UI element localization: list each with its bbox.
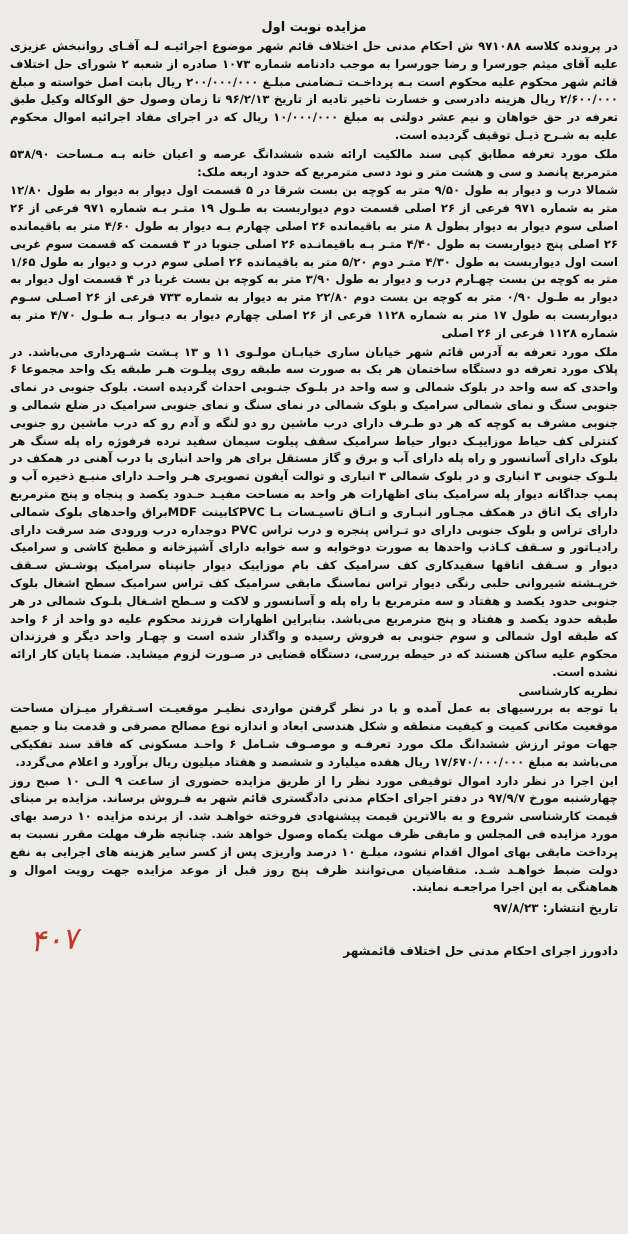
expert-opinion-heading: نظریه کارشناسی <box>518 683 618 698</box>
notice-footer <box>10 923 618 958</box>
boundaries-paragraph: شمالا درب و دیوار به طول ۹/۵۰ متر به کوچه بن بست شرقا در ۵ قسمت اول دیوار به دیوار به طول ۱۲/۸۰ متر به شماره ۹۷۱ فرعی از ۲۶ اصلی قسمت دوم دیواربست به طـول ۱۹ متـر بـه شماره ۹۷۱ فرعی از ۲۶ اصلی سوم دیوار به دیوار بطول ۸ متر به باقیمانده ۲۶ اصلی چهارم بـه دیوار به طول ۴/۶۰ متر به باقیمانده ۲۶ اصلی پنج دیواربست به طول ۴/۴۰ متـر بـه باقیمانـده ۲۶ اصلی جنوبا در ۳ قسمت که قسمت سوم غربی است اول دیواربست به طول ۴/۳۰ متـر دوم ۵/۲۰ متر به باقیمانده ۲۶ اصلی سوم درب و دیوار به طول ۱/۶۵ متر به کوچه بن بست چهـارم درب و دیوار به طول ۳/۹۰ متر به کوچه بن بست غربا در ۴ قسمت اول دیوار به دیوار به طـول ۰/۹۰ متر به کوچه بن بست دوم ۲۲/۸۰ متر به دیوار به شماره ۷۳۳ فرعی از ۲۶ اصـلی سـوم دیواربست به طول ۱۷ متر به شماره ۱۱۲۸ فرعی از ۲۶ اصلی چهارم دیوار به دیـوار بـه طـول ۴/۷۰ متر به شماره ۱۱۲۸ فرعی از ۲۶ اصلی <box>10 183 618 340</box>
handwritten-annotation: ۴۰۷ <box>28 921 80 960</box>
notice-title: مزایده نوبت اول <box>261 20 367 35</box>
case-intro-paragraph: در پرونده کلاسه ۹۷۱۰۸۸ ش احکام مدنی حل اختلاف قائم شهر موضوع اجرائیـه لـه آقـای روانبخش عزیزی علیه آقای میثم جورسرا و رضا جورسرا به موجب دادنامه شماره ۱۰۷۳ صادره از شعبه ۲ شورای حل اختلاف قائم شهر محکوم علیه محکوم است بـه پرداخـت تـضامنی مبلـغ ۲۰۰/۰۰۰/۰۰۰ ریال بابت اصل خواسته و مبلغ ۲/۶۰۰/۰۰۰ ریال هزینه دادرسی و خسارت تاخیر تادیه از تاریخ ۹۶/۲/۱۳ تا زمان وصول حق الوکاله وکیل طبق تعرفه در حق خواهان و نیم عشر دولتی به مبلغ ۱۰/۰۰۰/۰۰۰ ریال که در اجرای مفاد اجرائیه اموال محکوم علیه به شـرح ذیـل توقیف گردیده است. <box>10 39 618 142</box>
issuer-signature: دادورز اجرای احکام مدنی حل اختلاف قائمشهر <box>343 944 618 959</box>
auction-terms-paragraph: این اجرا در نظر دارد اموال توقیفی مورد نظر را از طریق مزایده حضوری از ساعت ۹ الـی ۱۰ صبح روز چهارشنبه مورخ ۹۷/۹/۷ در دفتر اجرای احکام مدنی دادگستری قائم شهر به فـروش برساند. مزایده بر مبنای قیمت کارشناسی شروع و به بالاترین قیمت پیشنهادی فروخته خواهـد شد. از برنده مزایده ۱۰ درصد بهای مورد مزایده فی المجلس و مابقی ظرف مهلت یکماه وصول خواهد شد. چنانچه ظرف مهلت مقرر نسبت به پرداخت مابقی بهای اموال اقدام نشود، مبلـغ ۱۰ درصد واریزی پس از کسر سایر هزینه های اجرایی به نفع دولت ضبط خواهـد شـد. متقاضیان می‌توانند ظرف پنج روز قبل از موعد مزایده جهت رویت اموال و هماهنگی به این اجرا مراجعـه نمایند. <box>10 773 619 895</box>
property-description-paragraph: ملک مورد تعرفه به آدرس قائم شهر خیابان ساری خیابـان مولـوی ۱۱ و ۱۳ پـشت شـهرداری می‌باشد. در پلاک مورد تعرفه دو دستگاه ساختمان هر یک به صورت سه طبقه روی پیلـوت هـر طبقه یک واحد مجموعا ۶ واحدی که سه واحد در بلوک شمالی و سه واحد در بلـوک جنـوبی احداث گردیده است. بلوک جنوبی در نمای جنوبی سنگ و نمای شمالی سرامیک و بلوک شمالی در نمای سنگ و نمای جنوبی سرامیک در ضلع شمالی و جنوبی مشرف به کوچه که هر دو طـرف دارای درب ماشین رو دو لنگه و آدم رو که درب ماشین رو جنوبی کنترلی کف حیاط موزاییـک دیوار حیاط سرامیک سقف پیلوت سیمان سفید نرده فرفوژه راه پله سنگ هر بلوک دارای آسانسور و راه پله دارای آب و برق و گاز مستقل برای هر واحد انباری با درب آهنی در همکف در بلـوک جنوبی ۳ انباری و در بلوک شمالی ۳ انباری و توالت آیفون تصویری هـر واحـد دارای منبـع ذخیره آب و پمپ جداگانه دیوار پله سرامیک بنای اظهارات هر واحد به مساحت مفیـد حـدود یکصد و پنجاه و پنج مترمربع دارای یک اتاق در همکف مجـاور انبـاری و اتـاق تاسیـسات بـا PVCکابینت MDFبراق واحدهای بلوک شمالی دارای تراس و بلوک جنوبی دارای دو تـراس پنجره و درب تراس PVC دوجداره درب ورودی ضد سرقت دارای رادیـاتور و سـقف کـاذب واحدها به صورت دوخوابه و سه خوابه دارای آشپزخانه و مطبخ کاشی و سرامیک دیوار و سـقف اتاقها سفیدکاری کف سرامیک کف بام موزاییک دیوار جانپناه سرامیک پوشـش سـقف خرپـشته شیروانی حلبی رنگی دیوار تراس نماسنگ مابقی سرامیک کف تراس سرامیک سطح اشغال بلوک جنوبی حدود یکصد و هفتاد و سه مترمربع با راه پله و آسانسور و لاکت و سـطح اشـغال بلـوک شمالی در هر طبقه حدود یکصد و هفتاد و پنج مترمربع می‌باشد. بنابراین اظهارات فرزند محکوم علیه دو واحد از ۶ واحد که طبقه اول شمالی و سوم جنوبی به فروش رسیده و واگذار شده است و چهـار واحد دیگر و فرزندان محکوم علیه ساکن هستند که در حیطه بررسی، دستگاه قضایی در صـورت لزوم میشاید. ضمنا پایان کار ارائه نشده است. <box>10 344 619 679</box>
auction-notice <box>10 20 618 958</box>
property-document-paragraph: ملک مورد تعرفه مطابق کپی سند مالکیت ارائه شده ششدانگ عرصه و اعیان خانه بـه مـساحت ۵۳۸/۹۰ مترمربع پانصد و سی و هشت متر و نود دسی مترمربع که حدود اربعه ملک: <box>10 146 618 179</box>
expert-opinion-paragraph: با توجه به بررسیهای به عمل آمده و با در نظر گرفتن مواردی نظیـر موقعیـت اسـتقرار میـزان مساحت موقعیت مکانی کمیت و کیفیت منطقه و شکل هندسی ابعاد و اندازه نوع مصالح مصرفی و قدمت بنا و جمیع جهات موثر ارزش ششدانگ ملک مورد تعرفـه و موصـوف شـامل ۶ واحـد مسکونی که فاقد سند تفکیکی می‌باشد به مبلغ ۱۷/۶۷۰/۰۰۰/۰۰۰ ریال هفده میلیارد و ششصد و هفتاد میلیون ریال برآورد و اعلام می‌گردد. <box>10 701 618 769</box>
publication-date: تاریخ انتشار: ۹۷/۸/۲۳ <box>493 901 618 916</box>
